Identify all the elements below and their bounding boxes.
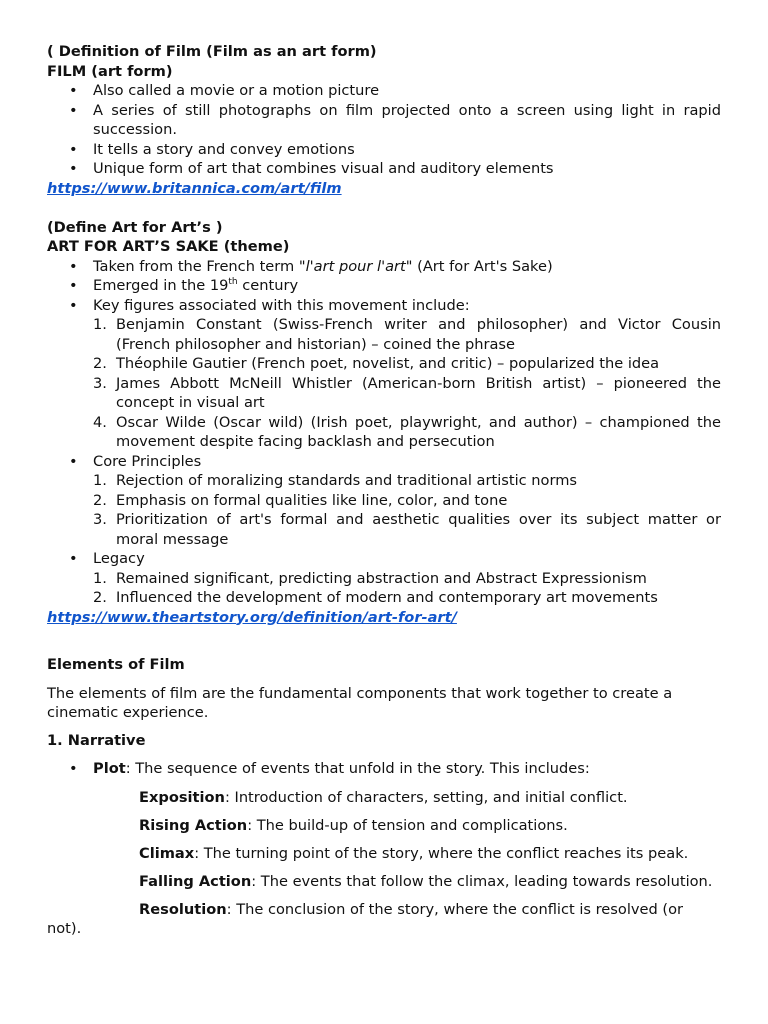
section-title-art-for-arts-sake: ART FOR ART’S SAKE (theme)	[47, 238, 290, 255]
narrative-list	[47, 759, 721, 779]
list-item: 2. Influenced the development of modern and contemporary art movements	[93, 589, 658, 606]
plot-stage-climax: Climax: The turning point of the story, where the conflict reaches its peak.	[139, 844, 689, 862]
britannica-link[interactable]: https://www.britannica.com/art/film	[47, 179, 342, 197]
section-title-film: FILM (art form)	[47, 62, 173, 80]
list-item: 2. Théophile Gautier (French poet, novelist, and critic) – popularized the idea	[93, 355, 660, 372]
document-page	[47, 42, 721, 938]
list-item: • Also called a movie or a motion picture	[93, 81, 721, 101]
list-item: 3. Prioritization of art's formal and aesthetic qualities over its subject matter or moral message	[93, 511, 721, 548]
list-item: 1. Remained significant, predicting abstraction and Abstract Expressionism	[93, 569, 647, 587]
core-principles-list	[93, 471, 721, 549]
list-item: 1. Benjamin Constant (Swiss-French writer and philosopher) and Victor Cousin (French philosopher and historian) – coined the phrase	[93, 316, 721, 353]
list-item: • Legacy 1. Remained significant, predicting abstraction and Abstract Expressionism 2. Influenced the development of modern and contemporary art movements	[93, 549, 721, 608]
legacy-list	[93, 569, 721, 608]
list-item: • Key figures associated with this movement include: 1. Benjamin Constant (Swiss-French writer and philosopher) and Victor Cousin (French philosopher and historian) – coined the phrase 2. Théophile Gautier (French poet, novelist, and critic) – popularized the idea 3. James Abbott McNeill Whistler (American-born British artist) – pioneered the concept in visual art 4. Oscar Wilde (Oscar wild) (Irish poet, playwright, and author) – championed the movement despite facing backlash and persecution	[93, 296, 721, 452]
plot-stage-exposition: Exposition: Introduction of characters, setting, and initial conflict.	[139, 788, 628, 806]
theartstory-link[interactable]: https://www.theartstory.org/definition/art-for-art/	[47, 608, 457, 626]
film-bullet-list	[47, 81, 721, 179]
list-item: • Core Principles 1. Rejection of moralizing standards and traditional artistic norms 2. Emphasis on formal qualities like line, color, and tone 3. Prioritization of art's formal and aesthetic qualities over its subject matter or moral message	[93, 452, 721, 550]
key-figures-list	[93, 315, 721, 452]
section-heading-film-definition: ( Definition of Film (Film as an art form)	[47, 43, 377, 60]
list-item: 4. Oscar Wilde (Oscar wild) (Irish poet, playwright, and author) – championed the movement despite facing backlash and persecution	[93, 413, 721, 450]
list-item: • Unique form of art that combines visual and auditory elements	[93, 159, 721, 179]
art-for-art-bullet-list	[47, 257, 721, 608]
list-item: • Emerged in the 19th century	[93, 276, 721, 296]
list-item: • It tells a story and convey emotions	[93, 140, 721, 160]
section-heading-art-for-art: (Define Art for Art’s )	[47, 218, 223, 236]
plot-stage-rising-action: Rising Action: The build-up of tension and complications.	[139, 816, 568, 834]
list-item: 1. Rejection of moralizing standards and traditional artistic norms	[93, 472, 578, 489]
elements-intro-paragraph: The elements of film are the fundamental components that work together to create a cinematic experience.	[47, 684, 673, 721]
list-item: • A series of still photographs on film projected onto a screen using light in rapid succession.	[93, 101, 721, 140]
plot-stage-resolution: Resolution: The conclusion of the story, where the conflict is resolved (or not).	[47, 900, 684, 937]
section-heading-elements-of-film: Elements of Film	[47, 656, 185, 673]
list-item: 3. James Abbott McNeill Whistler (American-born British artist) – pioneered the concept in visual art	[93, 374, 721, 411]
plot-stage-falling-action: Falling Action: The events that follow the climax, leading towards resolution.	[139, 872, 713, 890]
list-item: • Plot: The sequence of events that unfold in the story. This includes:	[93, 759, 721, 779]
list-item: • Taken from the French term "l'art pour l'art" (Art for Art's Sake)	[93, 257, 721, 277]
list-item: 2. Emphasis on formal qualities like line, color, and tone	[93, 491, 508, 509]
narrative-subheading: 1. Narrative	[47, 731, 146, 749]
